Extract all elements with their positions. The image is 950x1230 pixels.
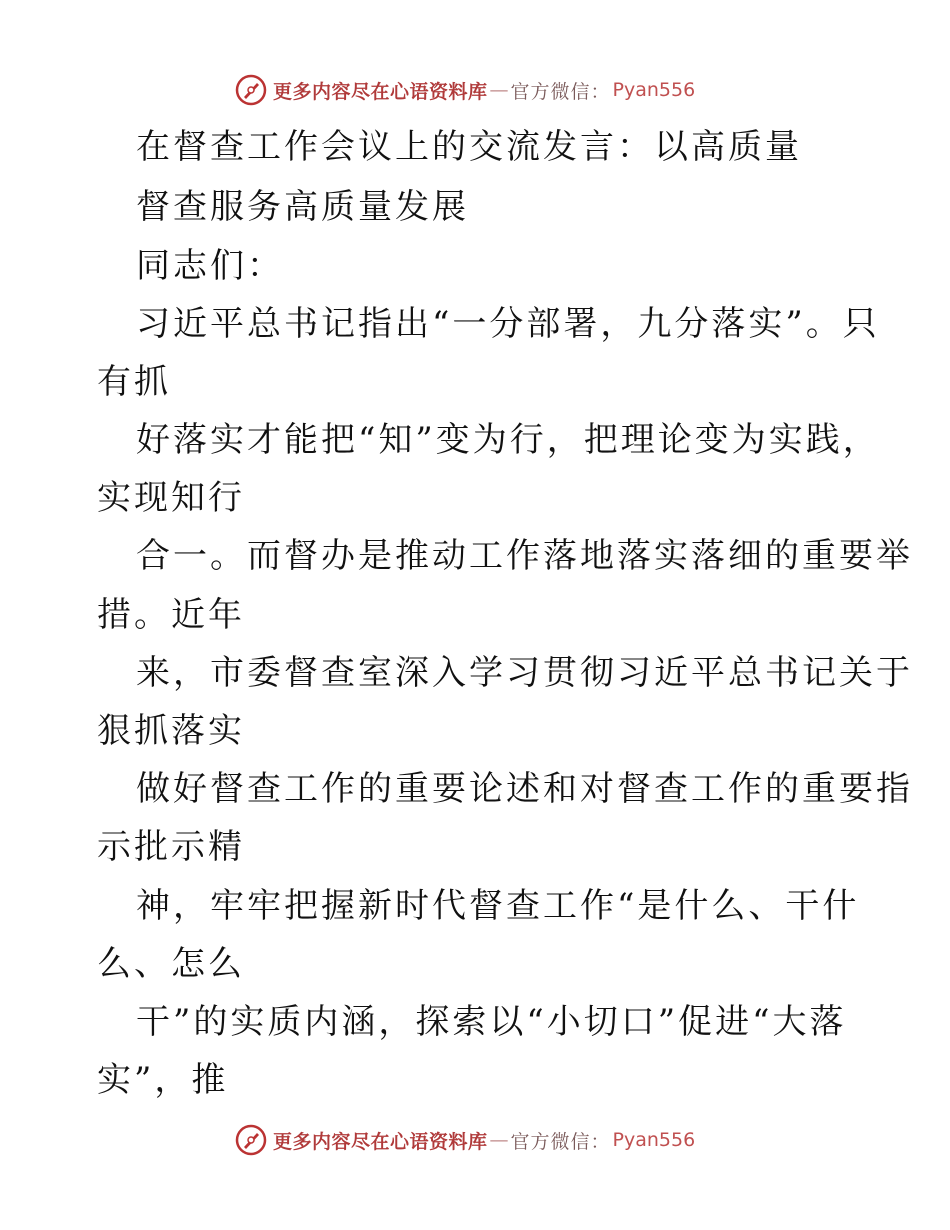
title-line-1: 在督查工作会议上的交流发言：以高质量	[136, 127, 802, 167]
quill-logo-icon	[235, 1124, 267, 1156]
title-line-2: 督查服务高质量发展	[136, 187, 469, 227]
watermark-dash: —	[489, 1129, 509, 1151]
body-line: 示批示精	[97, 827, 245, 867]
body-line: 实”，推	[97, 1060, 229, 1100]
body-line: 做好督查工作的重要论述和对督查工作的重要指	[136, 769, 913, 809]
body-line: 来，市委督查室深入学习贯彻习近平总书记关于	[136, 653, 913, 693]
watermark-site-text: 更多内容尽在心语资料库	[273, 80, 488, 103]
body-line: 措。近年	[97, 595, 245, 635]
body-line: 合一。而督办是推动工作落地落实落细的重要举	[136, 536, 913, 576]
salutation: 同志们：	[136, 246, 284, 286]
quill-logo-icon	[235, 74, 267, 106]
body-line: 有抓	[97, 362, 171, 402]
body-line: 好落实才能把“知”变为行，把理论变为实践，	[136, 420, 880, 460]
watermark-wechat-id: Pyan556	[612, 79, 696, 101]
watermark-official-label: 官方微信：	[510, 1130, 611, 1153]
watermark-official-label: 官方微信：	[510, 80, 611, 103]
body-line: 实现知行	[97, 478, 245, 518]
body-line: 狠抓落实	[97, 711, 245, 751]
body-line: 神，牢牢把握新时代督查工作“是什么、干什	[136, 886, 860, 926]
watermark-wechat-id: Pyan556	[612, 1129, 696, 1151]
body-line: 干”的实质内涵，探索以“小切口”促进“大落	[136, 1002, 847, 1042]
header-watermark	[235, 72, 695, 108]
watermark-dash: —	[489, 79, 509, 101]
footer-watermark	[235, 1122, 695, 1158]
body-line: 习近平总书记指出“一分部署，九分落实”。只	[136, 304, 880, 344]
watermark-site-text: 更多内容尽在心语资料库	[273, 1130, 488, 1153]
body-line: 么、怎么	[97, 944, 245, 984]
